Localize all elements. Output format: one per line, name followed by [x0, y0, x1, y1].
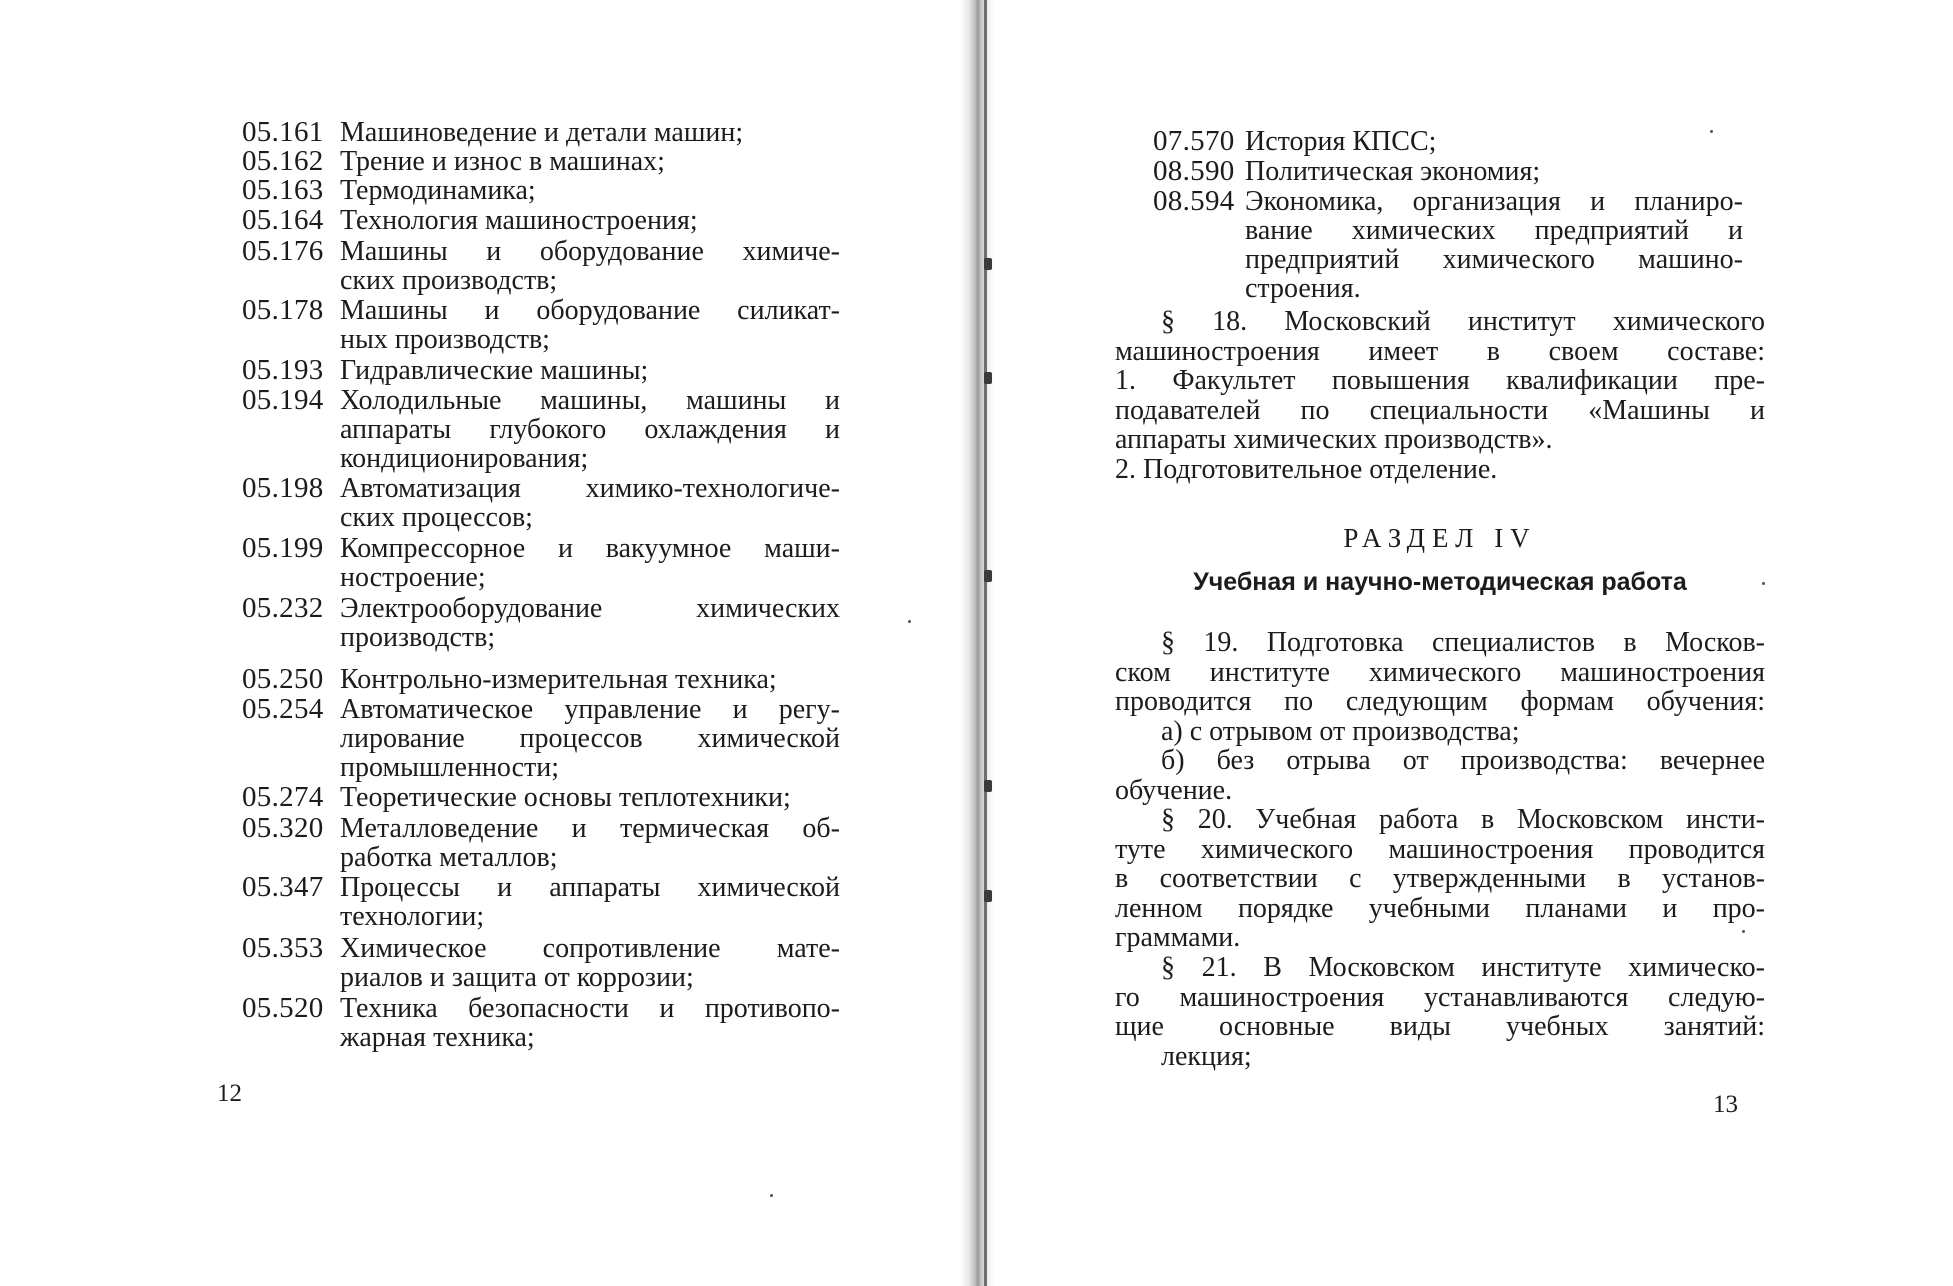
specialty-code: 05.164	[242, 204, 324, 236]
scan-speck	[1762, 582, 1765, 585]
text-line: ленном порядке учебными планами и про-	[1115, 892, 1765, 924]
text-line: Машины и оборудование химиче-	[340, 236, 840, 267]
scan-speck	[1710, 130, 1713, 133]
text-line: Машины и оборудование силикат-	[340, 295, 840, 326]
page-number: 13	[1713, 1091, 1738, 1118]
specialty-code: 05.198	[242, 472, 324, 504]
text-line: Политическая экономия;	[1245, 156, 1541, 187]
specialty-name	[340, 594, 840, 652]
specialty-code: 08.590	[1153, 155, 1235, 187]
text-line: обучение.	[1115, 774, 1233, 806]
specialty-code: 05.163	[242, 174, 324, 206]
section-heading: РАЗДЕЛ IV	[1343, 523, 1537, 553]
text-line: Холодильные машины, машины и	[340, 385, 840, 416]
specialty-name	[340, 118, 840, 147]
specialty-name	[1245, 187, 1743, 303]
text-line: Химическое сопротивление мате-	[340, 933, 840, 964]
specialty-code: 05.199	[242, 532, 324, 564]
specialty-name	[340, 147, 840, 176]
text-line: работка металлов;	[340, 842, 558, 873]
text-line: ских производств;	[340, 265, 558, 296]
text-line: аппараты химических производств».	[1115, 424, 1553, 455]
specialty-code: 05.232	[242, 592, 324, 624]
scan-speck	[1742, 930, 1745, 933]
specialty-code: 05.274	[242, 781, 324, 813]
specialty-name	[340, 206, 840, 235]
specialty-code: 05.161	[242, 116, 324, 148]
specialty-name	[340, 695, 840, 782]
paragraph-18	[1115, 307, 1765, 484]
specialty-name	[340, 873, 840, 931]
text-line: ских процессов;	[340, 502, 533, 533]
text-line: технологии;	[340, 901, 485, 932]
text-line: ностроение;	[340, 562, 486, 593]
specialty-code: 05.347	[242, 871, 324, 903]
paragraph-20	[1115, 805, 1765, 953]
scan-speck	[770, 1194, 773, 1197]
specialty-name	[340, 934, 840, 992]
text-line: вание химических предприятий и	[1245, 215, 1743, 246]
specialty-name	[340, 386, 840, 473]
text-line: го машиностроения устанавливаются следую-	[1115, 981, 1765, 1013]
specialty-name	[340, 474, 840, 532]
text-line: проводится по следующим формам обучения:	[1115, 686, 1765, 717]
specialty-code: 05.250	[242, 663, 324, 695]
scan-speck	[908, 620, 911, 623]
specialty-name	[340, 237, 840, 295]
specialty-code: 05.162	[242, 145, 324, 177]
text-line: Технология машиностроения;	[340, 205, 698, 236]
specialty-name	[340, 176, 840, 205]
specialty-name	[340, 665, 840, 694]
text-line: жарная техника;	[340, 1022, 535, 1053]
specialty-code: 05.520	[242, 992, 324, 1024]
text-line: подавателей по специальности «Машины и	[1115, 394, 1765, 426]
specialty-code: 05.254	[242, 693, 324, 725]
text-line: производств;	[340, 622, 496, 653]
specialty-code: 08.594	[1153, 185, 1235, 217]
right-page	[985, 0, 1953, 1286]
specialty-name	[340, 534, 840, 592]
text-line: Экономика, организация и планиро-	[1245, 186, 1743, 217]
text-line: машиностроения имеет в своем составе:	[1115, 335, 1765, 367]
text-line: 1. Факультет повышения квалификации пре-	[1115, 365, 1765, 396]
specialty-name	[340, 296, 840, 354]
text-line: щие основные виды учебных занятий:	[1115, 1011, 1765, 1042]
text-line: строения.	[1245, 273, 1361, 304]
text-line: промышленности;	[340, 752, 560, 783]
text-line: в соответствии с утвержденными в установ-	[1115, 863, 1765, 894]
specialty-name	[1245, 127, 1743, 156]
text-line: ском институте химического машиностроения	[1115, 656, 1765, 688]
text-line: туте химического машиностроения проводится	[1115, 833, 1765, 865]
text-line: а) с отрывом от производства;	[1161, 715, 1520, 747]
text-line: § 20. Учебная работа в Московском инсти-	[1161, 804, 1765, 835]
text-line: лирование процессов химической	[340, 723, 840, 754]
text-line: Трение и износ в машинах;	[340, 146, 665, 177]
text-line: Термодинамика;	[340, 175, 536, 206]
specialty-name	[340, 356, 840, 385]
text-line: Металловедение и термическая об-	[340, 813, 840, 844]
text-line: Гидравлические машины;	[340, 355, 649, 386]
text-line: кондиционирования;	[340, 443, 589, 474]
specialty-name	[1245, 157, 1743, 186]
text-line: История КПСС;	[1245, 126, 1437, 157]
text-line: Машиноведение и детали машин;	[340, 117, 744, 148]
text-line: Электрооборудование химических	[340, 593, 840, 624]
specialty-code: 05.176	[242, 235, 324, 267]
text-line: Процессы и аппараты химической	[340, 872, 840, 903]
text-line: 2. Подготовительное отделение.	[1115, 453, 1498, 485]
text-line: § 18. Московский институт химического	[1161, 306, 1765, 337]
specialty-name	[340, 814, 840, 872]
text-line: аппараты глубокого охлаждения и	[340, 414, 840, 445]
specialty-name	[340, 783, 840, 812]
paragraph-19	[1115, 628, 1765, 805]
text-line: ных производств;	[340, 324, 550, 355]
specialty-code: 05.353	[242, 932, 324, 964]
text-line: Компрессорное и вакуумное маши-	[340, 533, 840, 564]
text-line: § 19. Подготовка специалистов в Москов-	[1161, 627, 1765, 658]
specialty-code: 07.570	[1153, 125, 1235, 157]
section-subtitle: Учебная и научно-методическая работа	[1193, 568, 1687, 596]
specialty-name	[340, 994, 840, 1052]
text-line: Теоретические основы теплотехники;	[340, 782, 791, 813]
text-line: лекция;	[1161, 1040, 1252, 1072]
specialty-code: 05.194	[242, 384, 324, 416]
text-line: Контрольно-измерительная техника;	[340, 664, 777, 695]
specialty-code: 05.178	[242, 294, 324, 326]
text-line: б) без отрыва от производства: вечернее	[1161, 745, 1765, 776]
text-line: Техника безопасности и противопо-	[340, 993, 840, 1024]
text-line: граммами.	[1115, 922, 1241, 953]
specialty-code: 05.320	[242, 812, 324, 844]
text-line: риалов и защита от коррозии;	[340, 962, 694, 993]
page-number: 12	[217, 1080, 242, 1107]
text-line: § 21. В Московском институте химическо-	[1161, 952, 1765, 983]
text-line: предприятий химического машино-	[1245, 244, 1743, 275]
text-line: Автоматическое управление и регу-	[340, 694, 840, 725]
specialty-code: 05.193	[242, 354, 324, 386]
paragraph-21	[1115, 953, 1765, 1071]
text-line: Автоматизация химико-технологиче-	[340, 473, 840, 504]
